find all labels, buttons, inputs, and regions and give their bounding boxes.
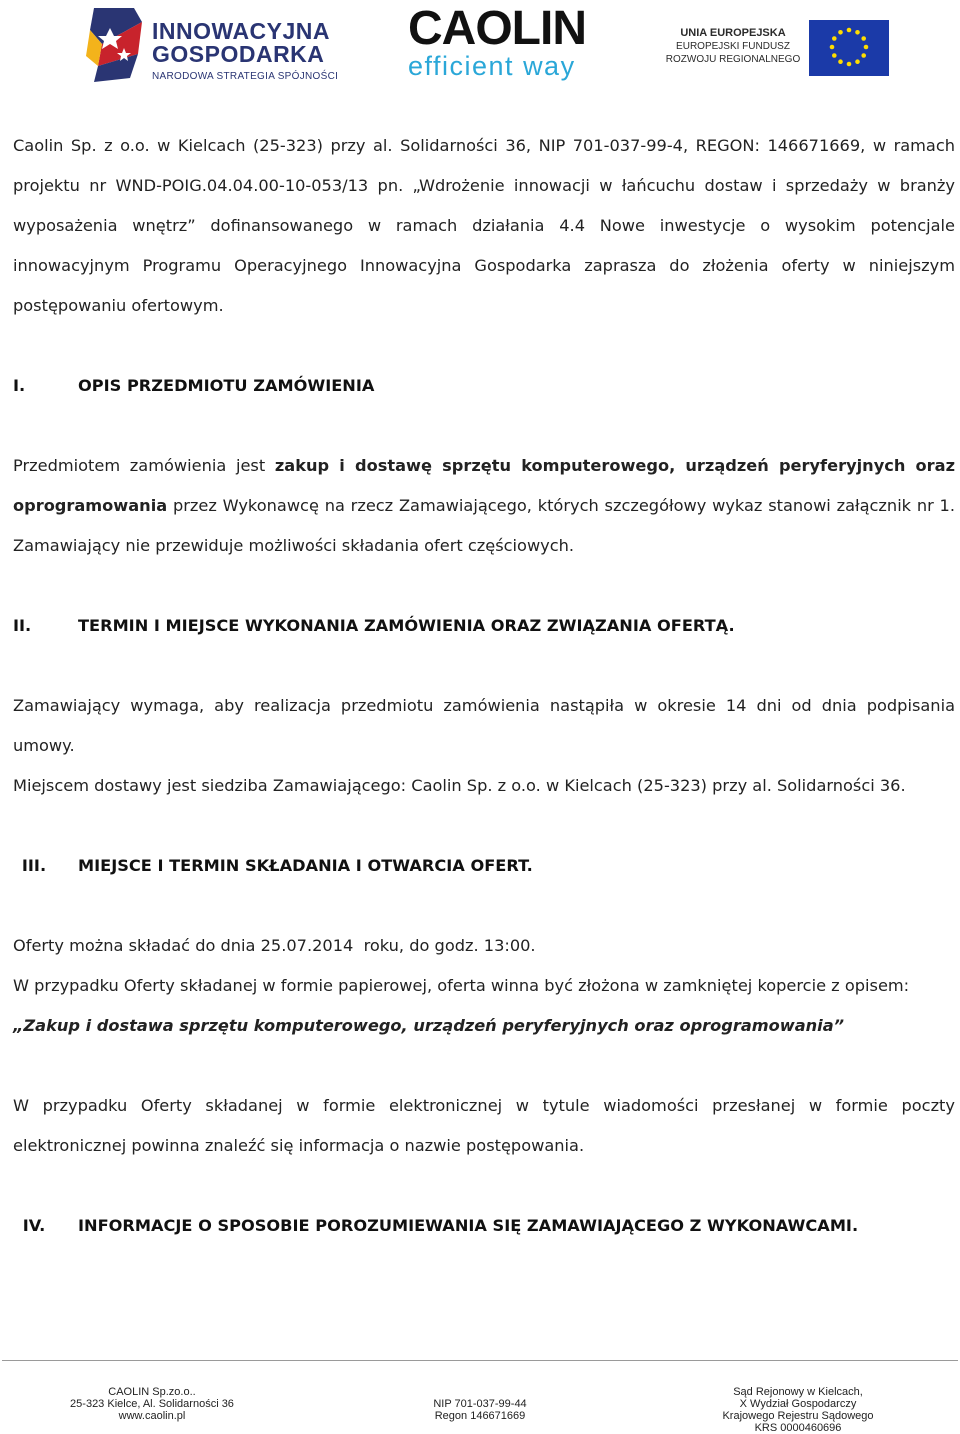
section-4-number: IV. — [22, 1216, 46, 1235]
footer-court-register: Krajowego Rejestru Sądowego — [722, 1410, 874, 1422]
footer-regon: Regon 146671669 — [434, 1410, 526, 1422]
section-3-envelope-description: „Zakup i dostawa sprzętu komputerowego, urządzeń peryferyjnych oraz oprogramowania” — [13, 1016, 845, 1035]
footer-court-department: X Wydział Gospodarczy — [739, 1398, 857, 1410]
section-1-text-post: przez Wykonawcę na rzecz Zamawiającego, których szczegółowy wykaz stanowi załącznik nr 1. Zamawiający nie przewiduje możliwości składania ofert częściowych. — [13, 496, 955, 555]
section-3-number: III. — [21, 856, 47, 875]
section-3-title: MIEJSCE I TERMIN SKŁADANIA I OTWARCIA OFERT. — [78, 856, 533, 875]
section-2-paragraph-2: Miejscem dostawy jest siedziba Zamawiającego: Caolin Sp. z o.o. w Kielcach (25-323) przy al. Solidarności 36. — [13, 776, 906, 795]
document-body — [13, 126, 955, 1246]
footer-court-info — [708, 1386, 888, 1434]
section-2-heading — [13, 606, 955, 646]
section-4-title: INFORMACJE O SPOSOBIE POROZUMIEWANIA SIĘ ZAMAWIAJĄCEGO Z WYKONAWCAMI. — [78, 1216, 859, 1235]
section-1-heading — [13, 366, 955, 406]
eu-flag-icon — [809, 20, 889, 76]
footer-divider — [2, 1360, 958, 1361]
section-4-heading — [13, 1206, 955, 1246]
ig-emblem-icon — [84, 4, 148, 84]
intro-paragraph: Caolin Sp. z o.o. w Kielcach (25-323) przy al. Solidarności 36, NIP 701-037-99-4, REGON: 146671669, w ramach projektu nr WND-POIG.04.04.00-10-053/13 pn. „Wdrożenie innowacji w łańcuchu dostaw i sprzedaży w branży wyposażenia wnętrz” dofinansowanego w ramach działania 4.4 Nowe inwestycje o wysokim potencjale innowacyjnym Programu Operacyjnego Innowacyjna Gospodarka zaprasza do złożenia oferty w niniejszym postępowaniu ofertowym. — [13, 136, 955, 315]
eu-logo-line2: EUROPEJSKI FUNDUSZ — [676, 41, 790, 52]
ig-logo-line1: INNOWACYJNA — [152, 18, 331, 44]
footer-tax-info — [410, 1398, 550, 1422]
section-3-paragraph-4: W przypadku Oferty składanej w formie elektronicznej w tytule wiadomości przesłanej w formie poczty elektronicznej powinna znaleźć się informacja o nazwie postępowania. — [13, 1096, 955, 1155]
section-2-paragraph-1: Zamawiający wymaga, aby realizacja przedmiotu zamówienia nastąpiła w okresie 14 dni od dnia podpisania umowy. — [13, 696, 955, 755]
footer-company-info — [62, 1386, 242, 1422]
section-2-title: TERMIN I MIEJSCE WYKONANIA ZAMÓWIENIA ORAZ ZWIĄZANIA OFERTĄ. — [78, 616, 735, 635]
section-2-number: II. — [13, 616, 32, 635]
footer-court-name: Sąd Rejonowy w Kielcach, — [733, 1386, 863, 1398]
section-3-paragraph-1: Oferty można składać do dnia 25.07.2014 roku, do godz. 13:00. — [13, 936, 536, 955]
eu-logo-line1: UNIA EUROPEJSKA — [680, 27, 786, 39]
ig-logo-line2: GOSPODARKA — [152, 41, 325, 67]
footer-company-address: 25-323 Kielce, Al. Solidarności 36 — [70, 1398, 234, 1410]
section-1-number: I. — [13, 376, 26, 395]
footer-krs: KRS 0000460696 — [754, 1422, 842, 1434]
eu-logo — [664, 20, 894, 80]
innowacyjna-gospodarka-logo — [84, 4, 344, 86]
ig-logo-line3: NARODOWA STRATEGIA SPÓJNOŚCI — [152, 71, 339, 82]
page-header — [0, 0, 960, 95]
caolin-logo-tagline: efficient way — [408, 51, 576, 81]
section-3-paragraph-2: W przypadku Oferty składanej w formie papierowej, oferta winna być złożona w zamkniętej kopercie z opisem: — [13, 976, 910, 995]
section-1-text-pre: Przedmiotem zamówienia jest — [13, 456, 275, 475]
section-1-title: OPIS PRZEDMIOTU ZAMÓWIENIA — [78, 376, 375, 395]
footer-company-website: www.caolin.pl — [118, 1410, 186, 1422]
section-1-text-bold: zakup i dostawę sprzętu komputerowego, urządzeń peryferyjnych oraz oprogramowania — [13, 456, 955, 515]
footer-nip: NIP 701-037-99-44 — [433, 1398, 527, 1410]
caolin-logo-name: CAOLIN — [408, 2, 586, 55]
section-3-heading — [13, 846, 955, 886]
footer-company-name: CAOLIN Sp.zo.o.. — [108, 1386, 196, 1398]
caolin-logo — [408, 2, 598, 86]
section-1-paragraph — [13, 446, 955, 566]
eu-logo-line3: ROZWOJU REGIONALNEGO — [665, 54, 801, 65]
